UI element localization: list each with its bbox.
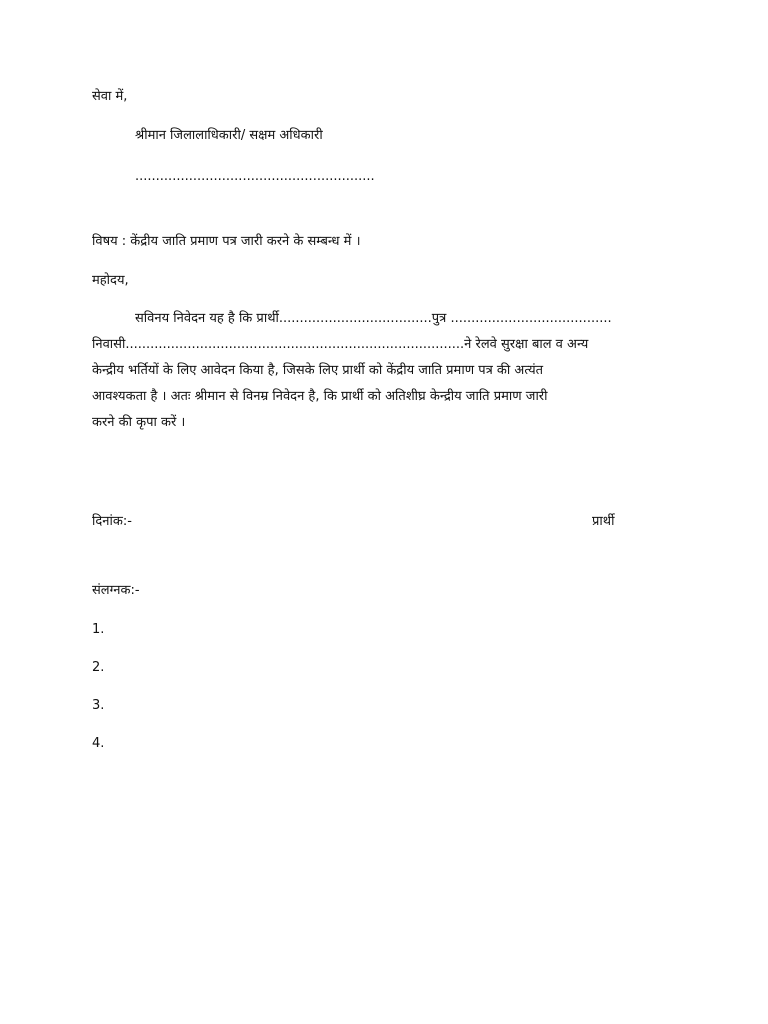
enclosure-item-1: 1. [92, 622, 105, 637]
date-label: दिनांक:- [92, 514, 132, 529]
subject-line: विषय : केंद्रीय जाति प्रमाण पत्र जारी करने के सम्बन्ध में । [92, 234, 361, 249]
body-line-4: आवश्यकता है । अतः श्रीमान से विनम्र निवेदन है, कि प्रार्थी को अतिशीघ्र केन्द्रीय जाति प्रमाण जारी [92, 389, 548, 404]
body-line-5: करने की कृपा करें । [92, 415, 186, 430]
body-line-2: निवासी..................................................................................ने रेलवे सुरक्षा बाल व अन्य [92, 337, 589, 352]
enclosures-label: संलग्नक:- [92, 583, 140, 598]
address-to: सेवा में, [92, 89, 128, 104]
applicant-label: प्रार्थी [592, 514, 615, 529]
enclosure-item-3: 3. [92, 698, 105, 713]
enclosure-item-2: 2. [92, 660, 105, 675]
body-line-3: केन्द्रीय भर्तियों के लिए आवेदन किया है, जिसके लिए प्रार्थी को केंद्रीय जाति प्रमाण पत्र की अत्यंत [92, 363, 544, 378]
recipient-blank: .......................................................... [135, 169, 375, 184]
salutation: महोदय, [92, 273, 129, 288]
recipient-title: श्रीमान जिलालाधिकारी/ सक्षम अधिकारी [135, 128, 323, 143]
enclosure-item-4: 4. [92, 736, 105, 751]
body-line-1: सविनय निवेदन यह है कि प्रार्थी.....................................पुत्र ....................................... [135, 311, 612, 326]
